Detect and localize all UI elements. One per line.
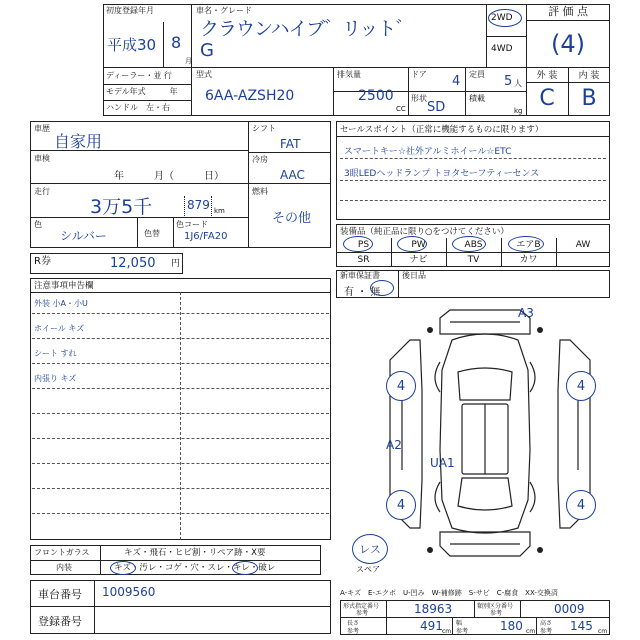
- height-value: 145: [570, 619, 593, 633]
- color: シルバー: [60, 229, 107, 243]
- class-ref: 参考: [490, 610, 503, 617]
- class-value: 0009: [554, 602, 585, 616]
- inspection-text: 年 月（ 日）: [114, 171, 224, 182]
- type-label: 型式: [196, 70, 212, 79]
- equip-abs-circle: [452, 236, 486, 252]
- score-label: 評 価 点: [548, 5, 588, 18]
- shape-label: 形状: [411, 94, 427, 103]
- fuel: その他: [272, 211, 312, 226]
- warranty-value: 有 ・ 無: [344, 287, 381, 298]
- first-reg-label: 初度登録年月: [106, 6, 154, 15]
- month-unit: 月: [185, 57, 192, 65]
- tire-front-left: 4: [386, 371, 416, 401]
- height-ref: 参考: [540, 628, 553, 635]
- class-label: 類別区分番号: [477, 603, 514, 610]
- interior-scratch-circle: [110, 561, 136, 575]
- color-change-label: 色替: [144, 229, 160, 238]
- ac: AAC: [280, 168, 305, 182]
- displacement-label: 排気量: [337, 70, 361, 79]
- shape: SD: [427, 100, 446, 115]
- length-unit: cm: [442, 628, 452, 635]
- note-line-3: シート すれ: [34, 349, 77, 358]
- spare-tire-circle: レス: [352, 534, 388, 564]
- recycle-section: [30, 253, 183, 274]
- yen-unit: 円: [171, 259, 181, 269]
- height-label: 高さ: [540, 620, 553, 627]
- equipment-title: 装備品（純正品に限り○をつけてください）: [340, 227, 509, 237]
- width-unit: cm: [526, 628, 536, 635]
- inspection-label: 車検: [34, 154, 50, 163]
- tire-front-right: 4: [566, 371, 596, 401]
- front-glass-label: フロントガラス: [34, 548, 90, 557]
- equip-aw: AW: [575, 240, 591, 250]
- interior-grade: B: [581, 86, 597, 111]
- doors: 4: [452, 74, 461, 89]
- capacity-label: 定員: [469, 70, 485, 79]
- spare-label: スペア: [356, 565, 380, 574]
- width-ref: 参考: [456, 628, 469, 635]
- fuel-label: 燃料: [252, 187, 268, 196]
- first-reg-era: 平成30: [107, 36, 157, 54]
- mileage-label: 走行: [34, 187, 50, 196]
- usage-label: 車歴: [34, 124, 50, 133]
- equip-ps-circle: [343, 236, 373, 252]
- capacity-unit: 人: [514, 79, 522, 88]
- ac-label: 冷房: [252, 155, 268, 164]
- interior-rub-circle: [232, 561, 258, 575]
- length-ref: 参考: [347, 628, 360, 635]
- cert-value: 18963: [414, 602, 453, 616]
- equip-leather: カワ: [519, 255, 538, 265]
- cert-ref: 参考: [356, 610, 369, 617]
- length-label: 長さ: [347, 620, 360, 627]
- sales-line-1: スマートキー☆社外アルミホイール☆ETC: [344, 147, 512, 157]
- damage-ua1: UA1: [430, 456, 455, 470]
- width-label: 幅: [456, 620, 463, 627]
- equip-pw-circle: [397, 236, 427, 252]
- mileage-num: 879: [187, 198, 210, 212]
- color-code: 1J6/FA20: [184, 231, 228, 242]
- equip-abs: ABS: [464, 240, 483, 250]
- equip-sr: SR: [357, 255, 370, 265]
- interior-label: 内 装: [578, 71, 600, 81]
- note-line-4: 内張り キズ: [34, 374, 77, 383]
- displacement: 2500: [358, 88, 394, 104]
- damage-a3: A3: [518, 306, 534, 320]
- interior-cond-text: キズ・汚レ・コゲ・穴・スレ・キレ・破レ: [114, 563, 276, 573]
- equip-pw: PW: [411, 240, 426, 250]
- chassis-label: 車台番号: [38, 588, 82, 601]
- score-value: (4): [551, 30, 585, 58]
- exterior-grade: C: [539, 86, 555, 111]
- car-diagram: [370, 300, 610, 580]
- drive-4wd: 4WD: [491, 44, 513, 54]
- shift: FAT: [280, 137, 301, 151]
- width-value: 180: [500, 619, 523, 633]
- recycle-label: R券: [34, 256, 51, 267]
- notes-title: 注意事項申告欄: [34, 281, 94, 291]
- first-reg-month: 8: [171, 33, 182, 52]
- capacity: 5: [504, 74, 513, 89]
- warranty-label: 新車保証書: [340, 271, 380, 280]
- car-name-label: 車名・グレード: [196, 6, 252, 15]
- note-line-1: 外装 小A・小U: [34, 299, 88, 308]
- usage: 自家用: [54, 132, 103, 151]
- tire-rear-left: 4: [386, 490, 416, 520]
- height-unit: cm: [598, 628, 608, 635]
- load-label: 積載: [469, 94, 485, 103]
- tire-rear-right: 4: [566, 490, 596, 520]
- length-value: 491: [420, 619, 443, 633]
- recycle-value: 12,050: [110, 256, 156, 271]
- kg-unit: kg: [514, 107, 523, 115]
- damage-a2: A2: [386, 438, 402, 452]
- sales-title: セールスポイント（正常に機能するものに限ります）: [340, 125, 544, 135]
- damage-legend: A-キズ E-エクボ U-凹み W-補修跡 S-サビ C-腐食 XX-交換済: [340, 589, 558, 597]
- later-items-label: 後日品: [402, 271, 426, 280]
- equip-airbag-circle: [508, 236, 544, 252]
- interior-cond-label: 内装: [56, 563, 72, 572]
- color-code-label: 色コード: [176, 220, 208, 229]
- km-unit: km: [214, 207, 225, 215]
- equip-airbag: エアB: [516, 240, 541, 250]
- chassis-value: 1009560: [102, 585, 156, 599]
- equip-tv: TV: [467, 255, 480, 265]
- model-year-label: モデル年式 年: [106, 87, 178, 96]
- cert-label: 形式指定番号: [343, 603, 380, 610]
- handle-label: ハンドル 左・右: [106, 103, 170, 112]
- color-label: 色: [34, 220, 42, 229]
- drive-2wd: 2WD: [491, 13, 513, 23]
- equip-ps: PS: [357, 240, 370, 250]
- type-value: 6AA-AZSH20: [205, 88, 295, 104]
- doors-label: ドア: [411, 70, 427, 79]
- sales-line-2: 3眼LEDヘッドランプ トヨタセーフティーセンス: [344, 169, 540, 179]
- dealer-label: ディーラー・並 行: [106, 71, 172, 80]
- shift-label: シフト: [252, 124, 276, 133]
- grade: G: [200, 40, 214, 61]
- exterior-label: 外 装: [536, 71, 558, 81]
- warranty-none-circle: [370, 280, 394, 296]
- note-line-2: ホイール キズ: [34, 324, 85, 333]
- car-name: クラウンハイブ゛リット゛: [200, 18, 414, 40]
- cc-unit: CC: [396, 105, 406, 113]
- mileage-hand: 3万5千: [90, 196, 153, 218]
- reg-number-label: 登録番号: [38, 615, 82, 628]
- front-glass-text: キズ・飛石・ヒビ割・リペア跡・X要: [124, 548, 266, 558]
- equip-navi: ナビ: [409, 255, 428, 265]
